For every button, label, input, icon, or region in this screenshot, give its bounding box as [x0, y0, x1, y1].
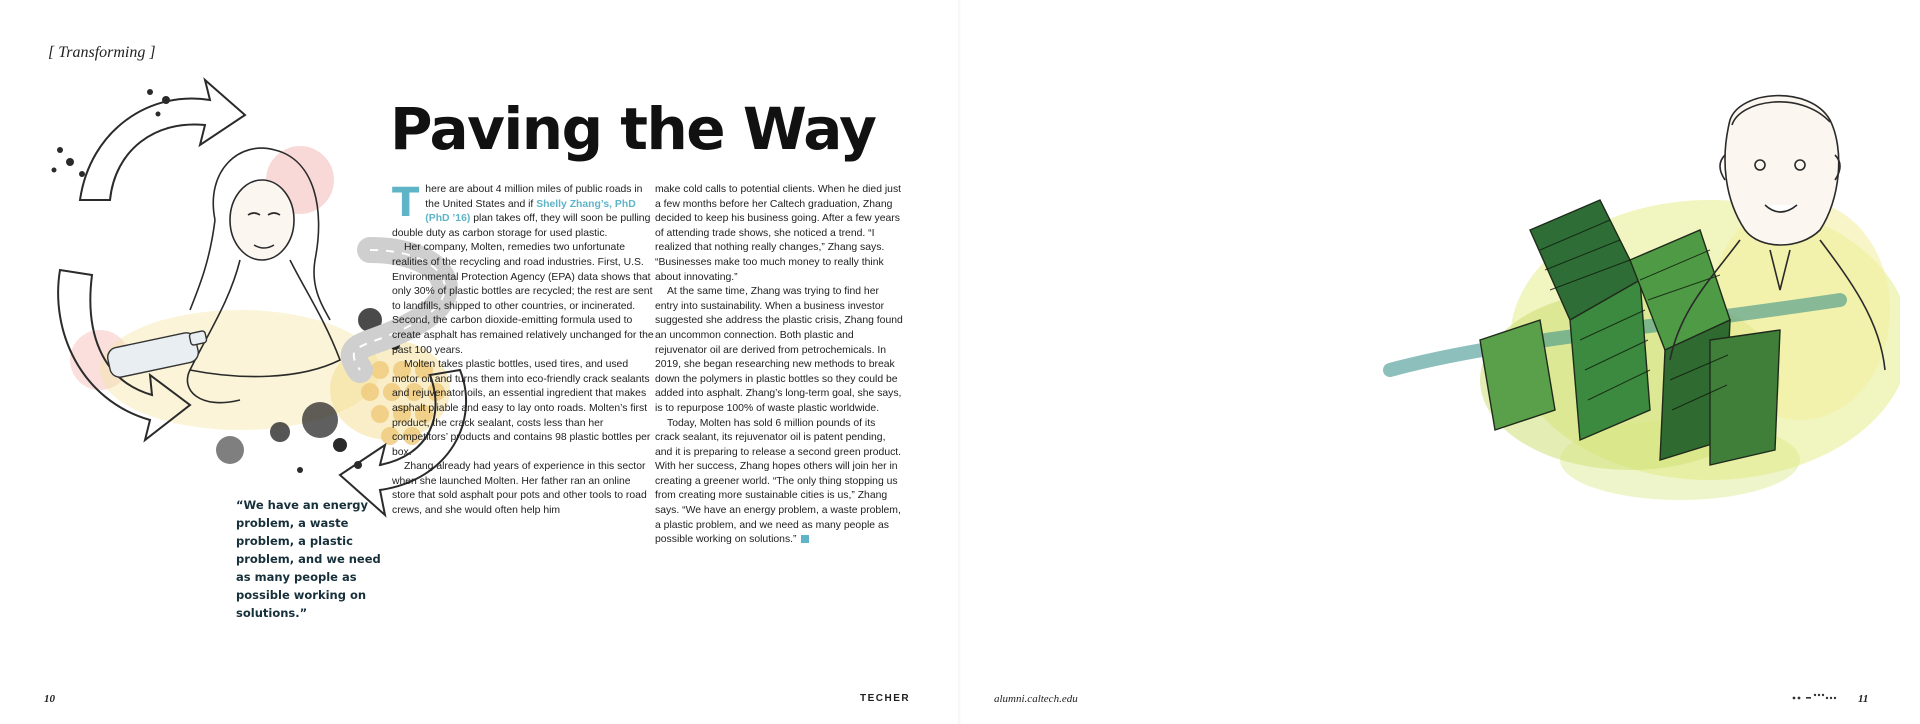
paragraph-text: Today, Molten has sold 6 million pounds of its crack sealant, its rejuvenator oil is patent pending, and it is preparing to release a second green product. With her success, Zhang hopes others will join her in creating a greener world. “The only thing stopping us from creating more sustainable cities is us,” Zhang says. “We have an energy problem, a waste problem, a plastic problem, and we need as many people as possible working on solutions.” [655, 417, 902, 546]
article-column-1 [392, 180, 654, 519]
paragraph: Her company, Molten, remedies two unfortunate realities of the recycling and road industries. First, U.S. Environmental Protection Agency (EPA) data shows that only 30% of plastic bottles are recycled; the rest are sent to landfills, shipped to other countries, or incinerated. Second, the carbon dioxide-emitting formula used to create asphalt has remained relatively unchanged for the past 100 years. [392, 242, 654, 356]
paragraph: Molten takes plastic bottles, used tires, and used motor oil and turns them into eco-friendly crack sealants and rejuvenator oils, an essential ingredient that makes asphalt pliable and easy to lay onto roads. Molten’s first product, the crack sealant, costs less than her competitors’ products and contains 98 plastic bottles per box. [392, 359, 651, 458]
article-column-2 [655, 183, 903, 548]
paragraph-text: here are about 4 million miles of public roads in the United States and if [425, 184, 643, 210]
website-url: alumni.caltech.edu [994, 693, 1078, 705]
paragraph [655, 417, 903, 548]
dropcap: T [392, 180, 420, 226]
page-number: 11 [1858, 693, 1869, 705]
paragraph: make cold calls to potential clients. When he died just a few months before her Caltech graduation, Zhang decided to keep his business going. After a few years of attending trade shows, she noticed a trend. “I realized that nothing really changes,” Zhang says. “Businesses make too much money to really think about innovating.” [655, 184, 902, 283]
paragraph [392, 180, 654, 241]
paragraph: Zhang already had years of experience in this sector when she launched Molten. Her father ran an online store that sold asphalt pour pots and other tools to road crews, and she would often help him [392, 461, 647, 517]
magazine-name: TECHER [860, 693, 911, 704]
highlighted-name: Shelly Zhang’s, PhD (PhD ’16) [425, 198, 636, 225]
section-label: [ Transforming ] [48, 44, 156, 61]
right-page [960, 0, 1920, 724]
headline-paving-the-way: Paving the Way [390, 95, 876, 163]
end-mark-icon [801, 535, 809, 543]
man-green-buildings-illustration [1380, 80, 1900, 540]
decorative-dots-icon [1790, 690, 1840, 704]
paragraph: At the same time, Zhang was trying to find her entry into sustainability. When a business investor suggested she address the plastic crisis, Zhang found an uncommon connection. Both plastic and rejuvenator oil are derived from petrochemicals. In 2019, she began researching new methods to break down the polymers in plastic bottles so they could be added into asphalt. Zhang’s long-term goal, she says, is to repurpose 100% of waste plastic worldwide. [655, 286, 903, 414]
pull-quote: “We have an energy problem, a waste problem, a plastic problem, and we need as many people as possible working on solutions.” [236, 498, 381, 620]
paragraph-text: plan takes off, they will soon be pulling double duty as carbon storage for used plastic. [392, 213, 651, 239]
page-number: 10 [44, 693, 55, 705]
